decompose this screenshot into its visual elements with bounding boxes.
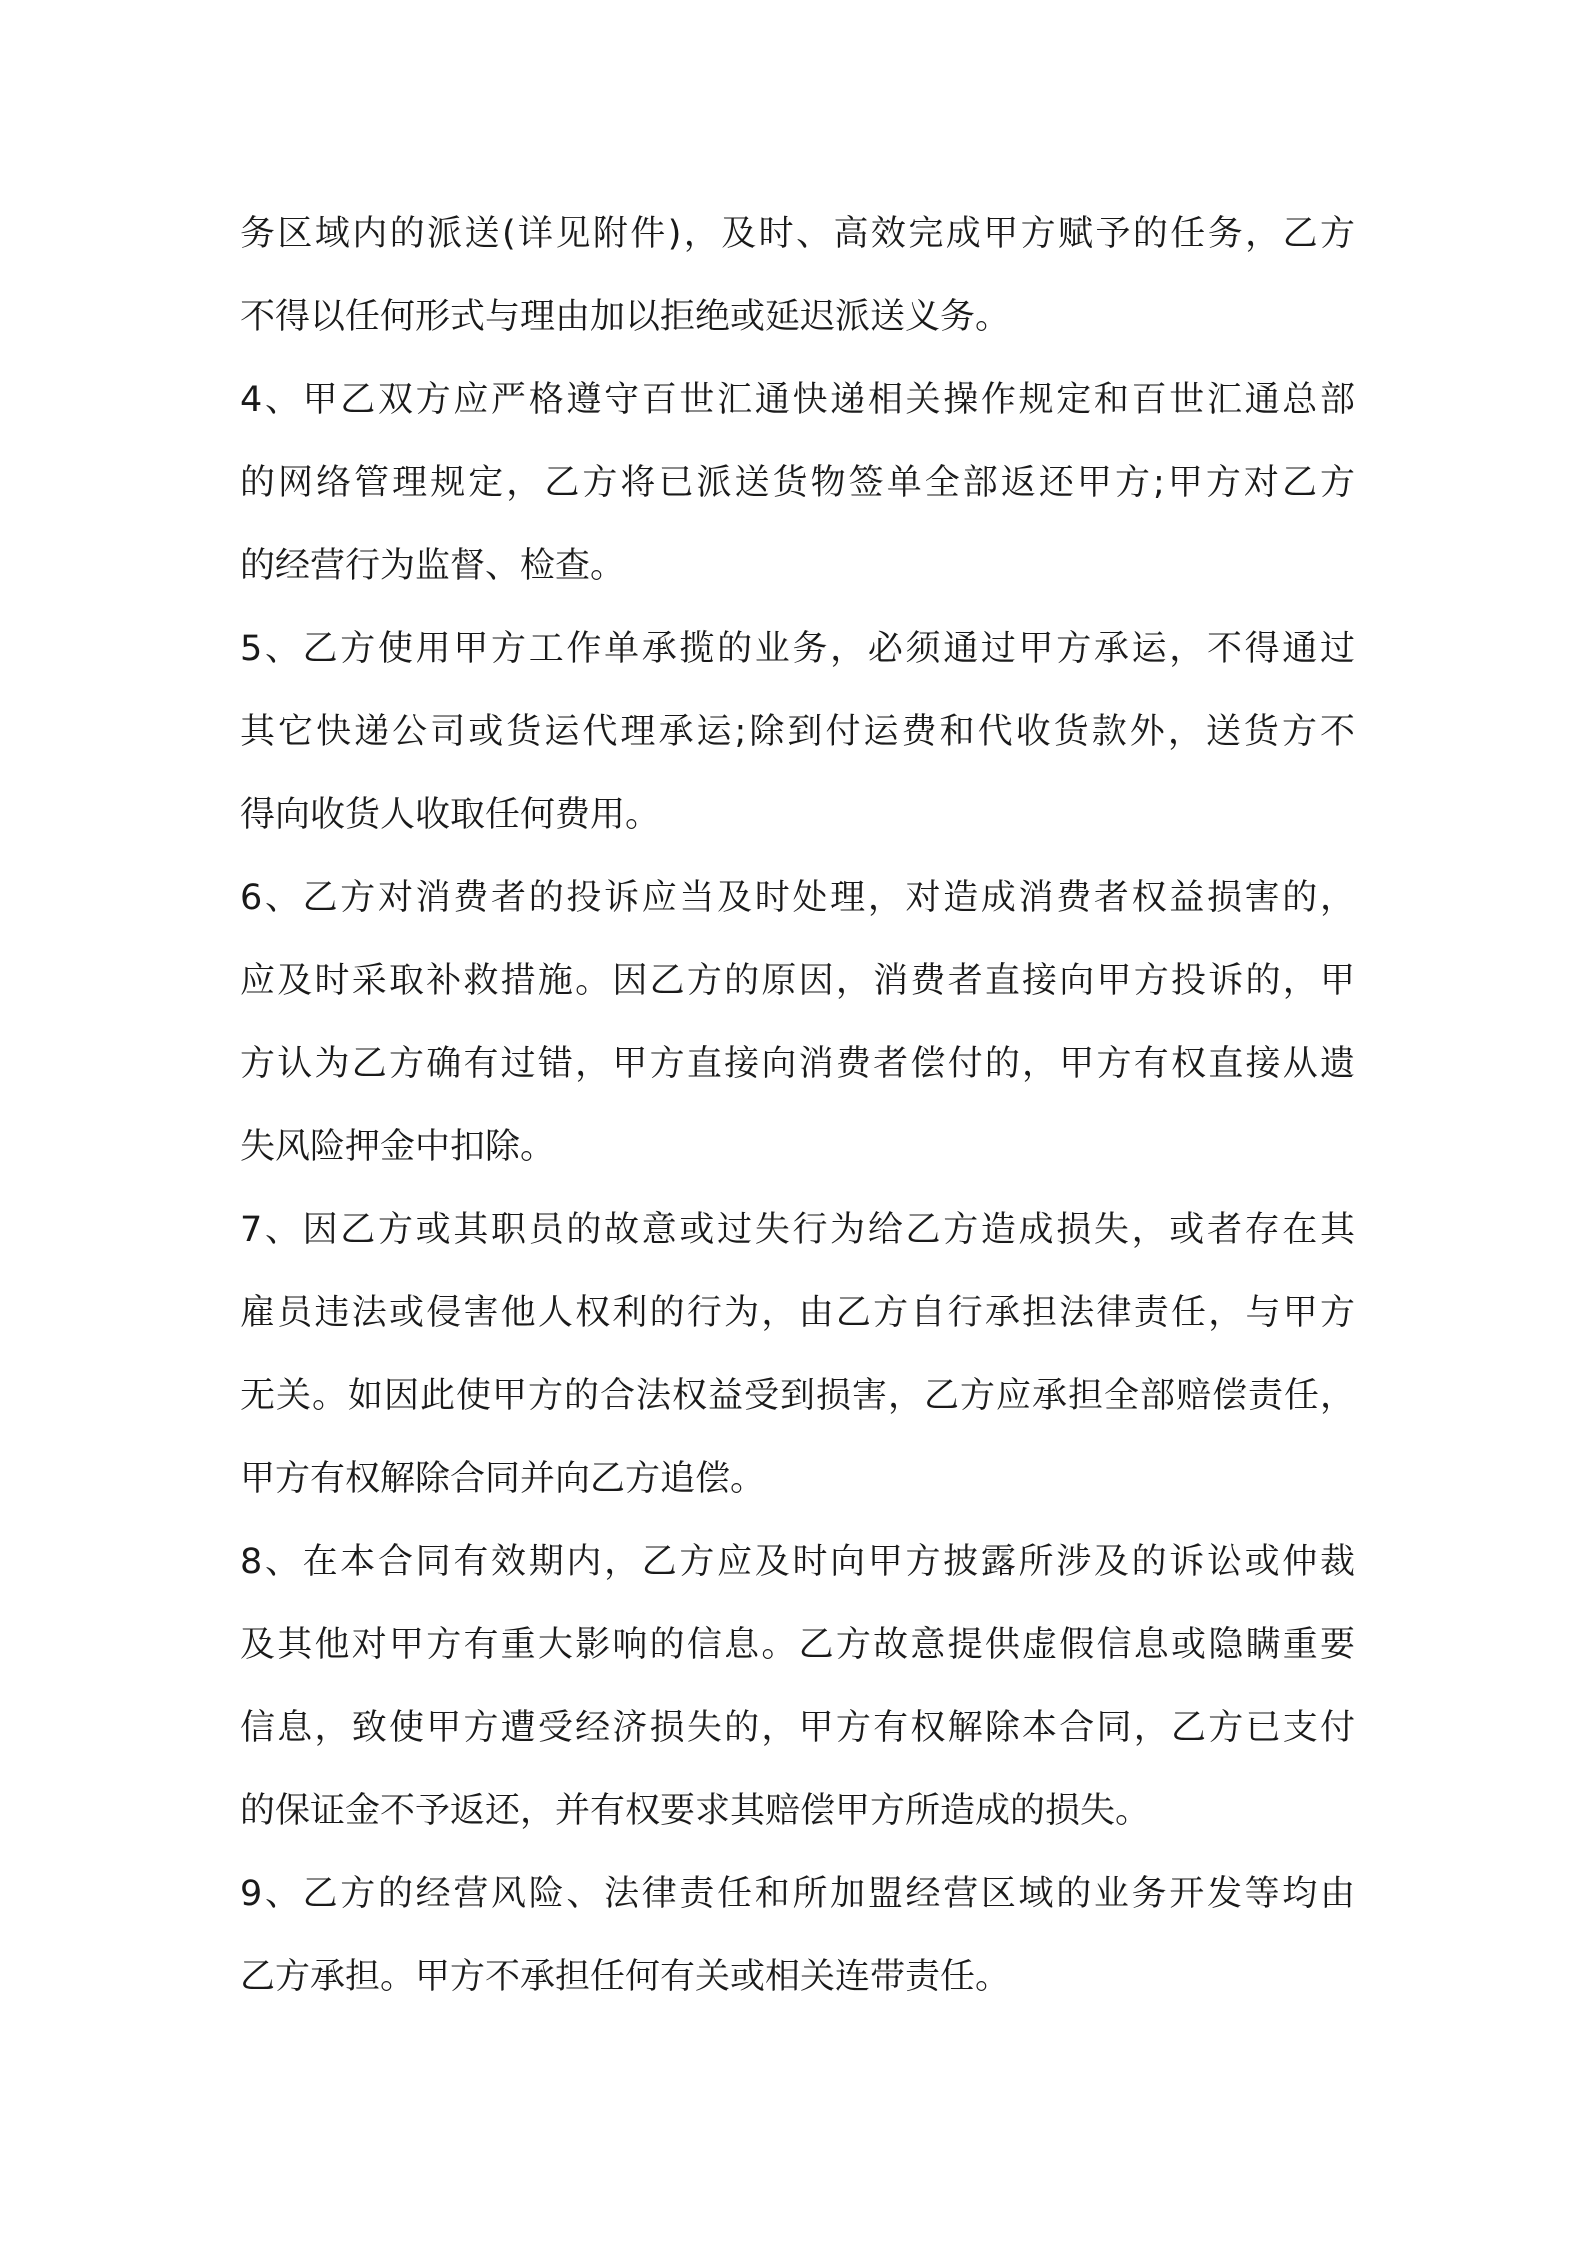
document-body [240, 193, 1355, 2019]
text-line: 7、因乙方或其职员的故意或过失行为给乙方造成损失，或者存在其 [240, 1210, 1355, 1250]
text-line: 的保证金不予返还，并有权要求其赔偿甲方所造成的损失。 [240, 1791, 1151, 1831]
text-line: 应及时采取补救措施。因乙方的原因，消费者直接向甲方投诉的，甲 [240, 961, 1355, 1001]
paragraph-5 [240, 608, 1355, 857]
text-line: 甲方有权解除合同并向乙方追偿。 [240, 1459, 766, 1499]
text-line: 务区域内的派送(详见附件)，及时、高效完成甲方赋予的任务，乙方 [240, 214, 1355, 254]
text-line: 的经营行为监督、检查。 [240, 546, 626, 586]
text-line: 雇员违法或侵害他人权利的行为，由乙方自行承担法律责任，与甲方 [240, 1293, 1355, 1333]
text-line: 得向收货人收取任何费用。 [240, 795, 661, 835]
paragraph-3-continued [240, 193, 1355, 359]
text-line: 其它快递公司或货运代理承运;除到付运费和代收货款外，送货方不 [240, 712, 1355, 752]
text-line: 及其他对甲方有重大影响的信息。乙方故意提供虚假信息或隐瞒重要 [240, 1625, 1355, 1665]
text-line: 无关。如因此使甲方的合法权益受到损害，乙方应承担全部赔偿责任， [240, 1376, 1355, 1416]
text-line: 4、甲乙双方应严格遵守百世汇通快递相关操作规定和百世汇通总部 [240, 380, 1355, 420]
text-line: 不得以任何形式与理由加以拒绝或延迟派送义务。 [240, 297, 1011, 337]
text-line: 5、乙方使用甲方工作单承揽的业务，必须通过甲方承运，不得通过 [240, 629, 1355, 669]
text-line: 8、在本合同有效期内，乙方应及时向甲方披露所涉及的诉讼或仲裁 [240, 1542, 1355, 1582]
text-line: 6、乙方对消费者的投诉应当及时处理，对造成消费者权益损害的， [240, 878, 1355, 918]
text-line: 的网络管理规定，乙方将已派送货物签单全部返还甲方;甲方对乙方 [240, 463, 1355, 503]
paragraph-6 [240, 857, 1355, 1189]
paragraph-7 [240, 1189, 1355, 1521]
paragraph-4 [240, 359, 1355, 608]
paragraph-9 [240, 1853, 1355, 2019]
text-line: 方认为乙方确有过错，甲方直接向消费者偿付的，甲方有权直接从遗 [240, 1044, 1355, 1084]
text-line: 9、乙方的经营风险、法律责任和所加盟经营区域的业务开发等均由 [240, 1874, 1355, 1914]
paragraph-8 [240, 1521, 1355, 1853]
text-line: 乙方承担。甲方不承担任何有关或相关连带责任。 [240, 1957, 1011, 1997]
text-line: 失风险押金中扣除。 [240, 1127, 556, 1167]
text-line: 信息，致使甲方遭受经济损失的，甲方有权解除本合同，乙方已支付 [240, 1708, 1355, 1748]
